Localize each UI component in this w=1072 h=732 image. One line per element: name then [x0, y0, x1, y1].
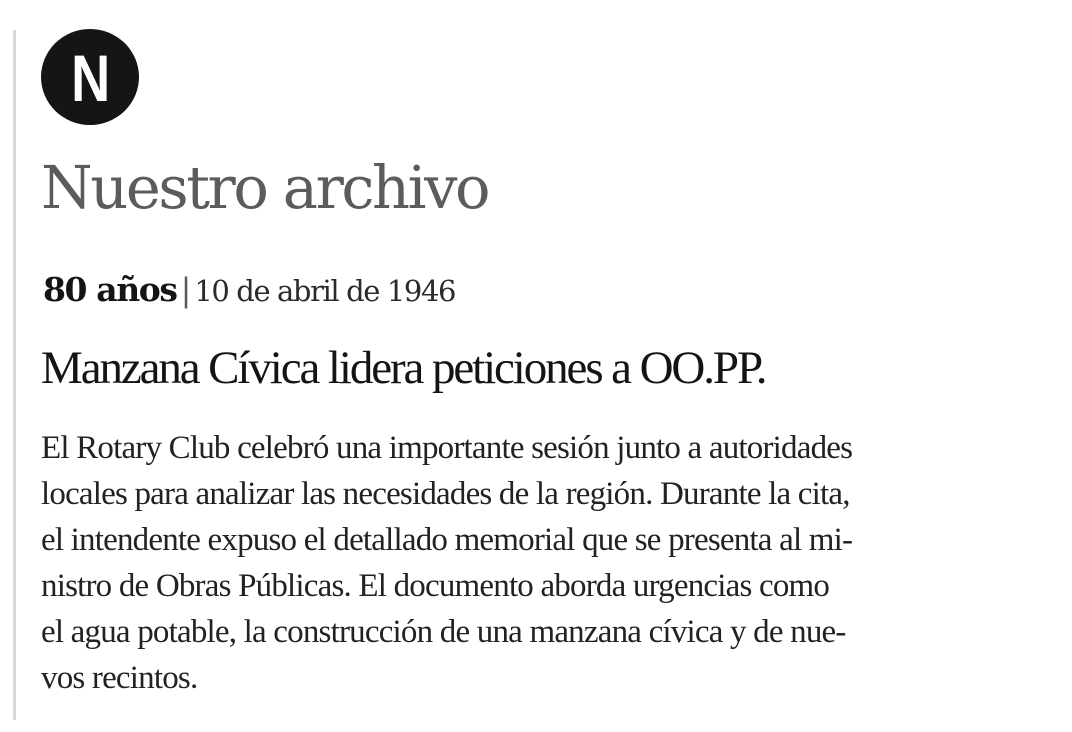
- archive-date: 10 de abril de 1946: [194, 274, 456, 308]
- body-line: el agua potable, la construcción de una manzana cívica y de nue-: [41, 614, 846, 650]
- body-line: vos recintos.: [41, 660, 198, 696]
- body-line: nistro de Obras Públicas. El documento aborda urgencias como: [41, 568, 830, 604]
- logo-letter: N: [71, 41, 109, 115]
- archive-meta: [43, 268, 455, 314]
- years-ago-label: 80 años: [43, 270, 177, 309]
- left-column-rule: [13, 30, 16, 720]
- article-body: [41, 425, 1041, 701]
- newspaper-logo-badge: [41, 29, 139, 125]
- body-line: locales para analizar las necesidades de la región. Durante la cita,: [41, 476, 850, 512]
- article-headline: Manzana Cívica lidera peticiones a OO.PP.: [41, 342, 766, 394]
- section-title: Nuestro archivo: [41, 153, 489, 222]
- meta-separator: |: [180, 271, 191, 309]
- body-line: El Rotary Club celebró una importante sesión junto a autoridades: [41, 430, 853, 466]
- body-line: el intendente expuso el detallado memorial que se presenta al mi-: [41, 522, 853, 558]
